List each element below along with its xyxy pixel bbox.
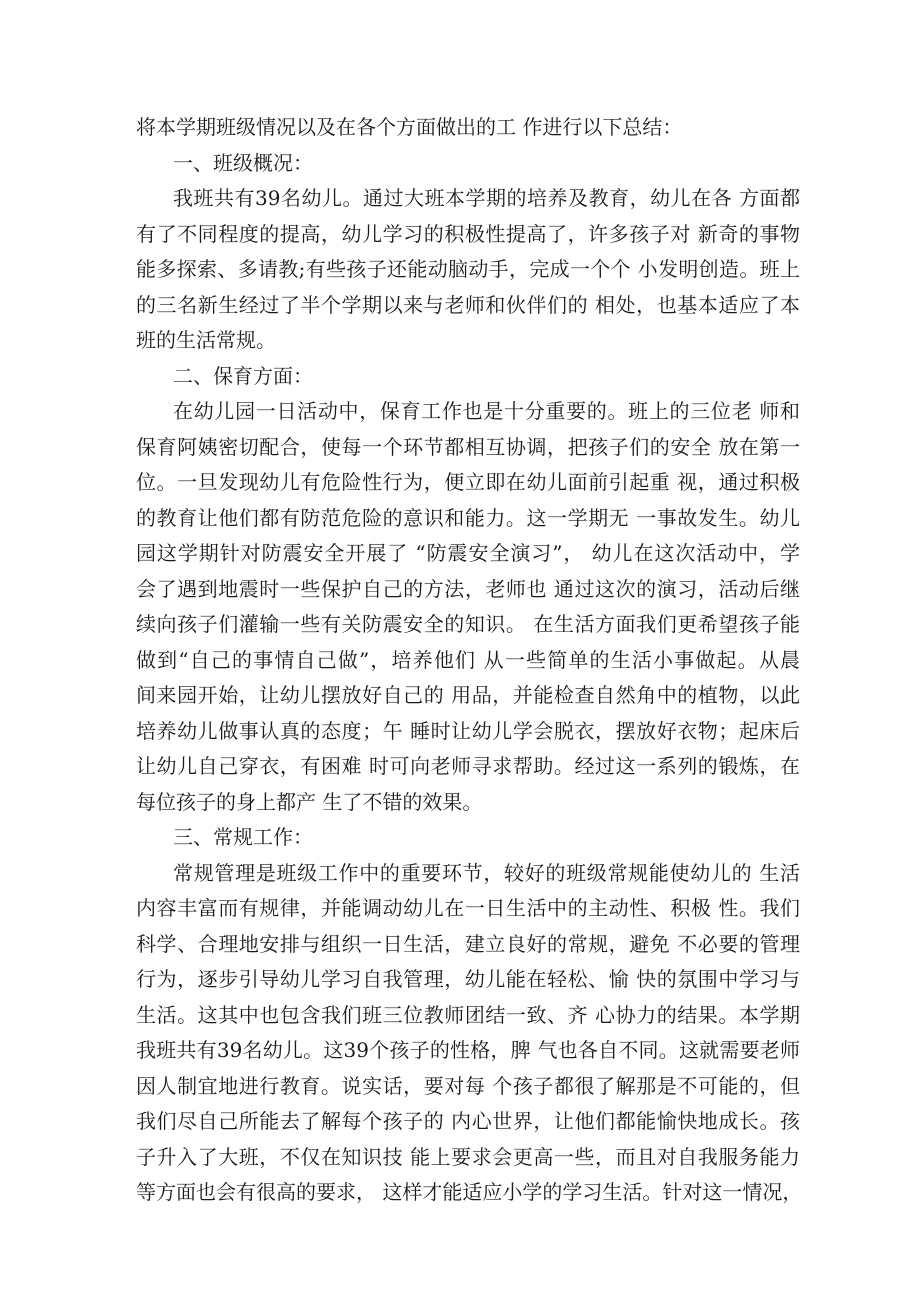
- text-line: 我们尽自己所能去了解每个孩子的 内心世界，让他们都能愉快地成长。孩: [136, 1109, 800, 1133]
- text-line: 科学、合理地安排与组织一日生活，建立良好的常规，避免 不必要的管理: [136, 931, 800, 956]
- text-line: 行为，逐步引导幼儿学习自我管理，幼儿能在轻松、愉 快的氛围中学习与: [136, 967, 800, 991]
- text-line: 培养幼儿做事认真的态度；午 睡时让幼儿学会脱衣，摆放好衣物；起床后: [136, 718, 800, 743]
- text-line: 生活。这其中也包含我们班三位教师团结一致、齐 心协力的结果。本学期: [136, 1002, 800, 1027]
- text-line: 续向孩子们灌输一些有关防震安全的知识。 在生活方面我们更希望孩子能: [136, 612, 800, 636]
- text-line: 会了遇到地震时一些保护自己的方法，老师也 通过这次的演习，活动后继: [136, 576, 800, 601]
- text-line: 做到“自己的事情自己做”，培养他们 从一些简单的生活小事做起。从晨: [136, 647, 800, 672]
- text-line: 让幼儿自己穿衣，有困难 时可向老师寻求帮助。经过这一系列的锻炼，在: [136, 754, 800, 778]
- text-line: 每位孩子的身上都产 生了不错的效果。: [136, 789, 483, 814]
- text-line: 的教育让他们都有防范危险的意识和能力。这一学期无 一事故发生。幼儿: [136, 505, 800, 530]
- text-line: 将本学期班级情况以及在各个方面做出的工 作进行以下总结：: [136, 115, 683, 139]
- text-line: 三、常规工作：: [173, 825, 313, 849]
- text-line: 间来园开始，让幼儿摆放好自己的 用品，并能检查自然角中的植物，以此: [136, 683, 800, 707]
- text-line: 有了不同程度的提高，幼儿学习的积极性提高了，许多孩子对 新奇的事物: [136, 221, 800, 246]
- document-body: [136, 110, 803, 1211]
- text-line: 一、班级概况：: [173, 150, 313, 175]
- text-line: 保育阿姨密切配合，使每一个环节都相互协调，把孩子们的安全 放在第一: [136, 434, 800, 459]
- text-line: 我班共有39名幼儿。这39个孩子的性格，脾 气也各自不同。这就需要老师: [136, 1038, 800, 1062]
- text-line: 在幼儿园一日活动中，保育工作也是十分重要的。班上的三位老 师和: [173, 399, 800, 423]
- text-line: 园这学期针对防震安全开展了 “防震安全演习”， 幼儿在这次活动中，学: [136, 541, 800, 565]
- text-line: 因人制宜地进行教育。说实话，要对每 个孩子都很了解那是不可能的，但: [136, 1073, 800, 1098]
- text-line: 能多探索、多请教;有些孩子还能动脑动手，完成一个个 小发明创造。班上: [136, 257, 800, 281]
- text-line: 的三名新生经过了半个学期以来与老师和伙伴们的 相处，也基本适应了本: [136, 292, 800, 317]
- text-line: 班的生活常规。: [136, 328, 276, 352]
- text-line: 常规管理是班级工作中的重要环节，较好的班级常规能使幼儿的 生活: [173, 860, 800, 885]
- text-line: 子升入了大班，不仅在知识技 能上要求会更高一些，而且对自我服务能力: [136, 1144, 800, 1169]
- text-line: 我班共有39名幼儿。通过大班本学期的培养及教育，幼儿在各 方面都: [173, 186, 800, 210]
- text-line: 等方面也会有很高的要求， 这样才能适应小学的学习生活。针对这一情况，: [136, 1180, 803, 1204]
- text-line: 内容丰富而有规律，并能调动幼儿在一日生活中的主动性、积极 性。我们: [136, 896, 800, 920]
- text-line: 二、保育方面：: [173, 363, 313, 388]
- text-line: 位。一旦发现幼儿有危险性行为，便立即在幼儿面前引起重 视，通过积极: [136, 470, 800, 494]
